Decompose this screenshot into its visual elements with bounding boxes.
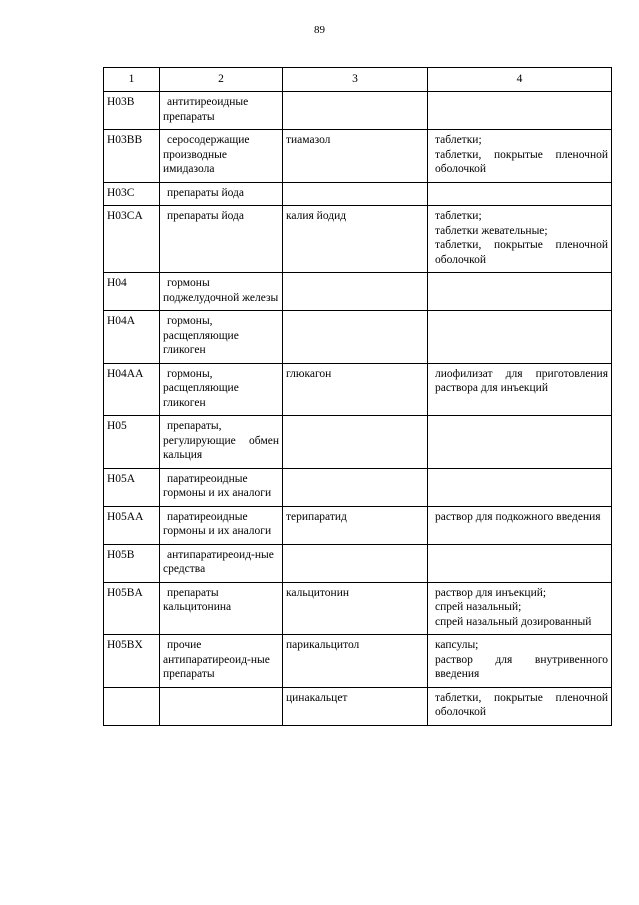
header-cell-4: 4 [428, 68, 612, 92]
dosage-form-line: таблетки жевательные; [435, 224, 548, 237]
table-row [104, 273, 612, 311]
dosage-form-line: раствор для инъекций; [435, 586, 547, 599]
table-row [104, 506, 612, 544]
substance-cell: калия йодид [283, 206, 428, 273]
dosage-form-line: таблетки, покрытые пленочной оболочкой [435, 239, 608, 266]
substance-cell: цинакальцет [283, 687, 428, 725]
dosage-form-line: спрей назальный; [435, 601, 522, 613]
substance-cell [283, 544, 428, 582]
table-row [104, 311, 612, 364]
anatomic-group-text: препараты йода [167, 186, 244, 199]
anatomic-group-cell [160, 363, 283, 416]
substance-cell [283, 311, 428, 364]
substance-cell: глюкагон [283, 363, 428, 416]
dosage-forms-cell [428, 130, 612, 183]
anatomic-group-cell [160, 506, 283, 544]
anatomic-group-cell [160, 635, 283, 688]
dosage-forms-cell [428, 544, 612, 582]
atc-code-cell: H03C [104, 182, 160, 206]
atc-code-cell: H04AA [104, 363, 160, 416]
anatomic-group-cell [160, 182, 283, 206]
table-row [104, 687, 612, 725]
substance-cell: тиамазол [283, 130, 428, 183]
header-cell-2: 2 [160, 68, 283, 92]
dosage-forms-cell [428, 182, 612, 206]
anatomic-group-text: антитиреоидные препараты [163, 96, 249, 123]
anatomic-group-cell [160, 206, 283, 273]
dosage-form-line: раствор для подкожного введения [435, 510, 601, 523]
dosage-forms-cell [428, 416, 612, 469]
substance-cell [283, 182, 428, 206]
dosage-form-line: таблетки, покрытые пленочной оболочкой [435, 691, 608, 718]
anatomic-group-text: препараты, регулирующие обмен кальция [163, 420, 279, 461]
atc-code-cell [104, 687, 160, 725]
substance-cell [283, 416, 428, 469]
dosage-forms-cell [428, 468, 612, 506]
dosage-form-line: спрей назальный дозированный [435, 615, 592, 628]
dosage-form-line: лиофилизат для приготовления раствора для инъекций [435, 367, 608, 394]
anatomic-group-text: гормоны поджелудочной железы [163, 277, 279, 304]
dosage-forms-cell [428, 311, 612, 364]
atc-code-cell: H05AA [104, 506, 160, 544]
atc-code-cell: H04 [104, 273, 160, 311]
dosage-form-line: раствор для внутривенного введения [435, 653, 608, 680]
table-row [104, 544, 612, 582]
anatomic-group-text: гормоны, расщепляющие гликоген [163, 367, 239, 409]
substance-cell: терипаратид [283, 506, 428, 544]
dosage-form-line: таблетки; [435, 134, 482, 146]
atc-code-cell: H05B [104, 544, 160, 582]
table-row [104, 468, 612, 506]
atc-code-cell: H05A [104, 468, 160, 506]
anatomic-group-text: паратиреоидные гормоны и их аналоги [163, 472, 272, 499]
anatomic-group-text: антипаратиреоид-ные средства [163, 548, 274, 575]
dosage-forms-cell [428, 273, 612, 311]
header-row [104, 68, 612, 92]
anatomic-group-text: препараты кальцитонина [163, 586, 232, 613]
table-row [104, 363, 612, 416]
page-number: 89 [314, 24, 325, 36]
anatomic-group-cell [160, 468, 283, 506]
anatomic-group-cell [160, 416, 283, 469]
anatomic-group-text: гормоны, расщепляющие гликоген [163, 315, 239, 356]
table-row [104, 635, 612, 688]
header-cell-3: 3 [283, 68, 428, 92]
substance-cell [283, 273, 428, 311]
table-row [104, 130, 612, 183]
atc-code-cell: H05 [104, 416, 160, 469]
dosage-forms-cell [428, 635, 612, 688]
atc-code-cell: H03BB [104, 130, 160, 183]
table-row [104, 206, 612, 273]
anatomic-group-text: паратиреоидные гормоны и их аналоги [163, 510, 272, 537]
dosage-forms-cell [428, 92, 612, 130]
atc-code-cell: H05BX [104, 635, 160, 688]
table-body [104, 68, 612, 726]
anatomic-group-cell [160, 544, 283, 582]
anatomic-group-cell [160, 311, 283, 364]
dosage-forms-cell [428, 206, 612, 273]
atc-code-cell: H04A [104, 311, 160, 364]
substance-cell [283, 92, 428, 130]
dosage-form-line: капсулы; [435, 639, 479, 651]
dosage-forms-cell [428, 687, 612, 725]
anatomic-group-cell [160, 687, 283, 725]
dosage-forms-cell [428, 582, 612, 635]
atc-code-cell: H03B [104, 92, 160, 130]
substance-cell: парикальцитол [283, 635, 428, 688]
dosage-forms-cell [428, 363, 612, 416]
table-row [104, 416, 612, 469]
table-row [104, 182, 612, 206]
atc-code-cell: H03CA [104, 206, 160, 273]
atc-code-cell: H05BA [104, 582, 160, 635]
anatomic-group-text: серосодержащие производные имидазола [163, 134, 250, 175]
anatomic-group-cell [160, 273, 283, 311]
anatomic-group-cell [160, 92, 283, 130]
anatomic-group-text: прочие антипаратиреоид-ные препараты [163, 639, 270, 680]
dosage-form-line: таблетки, покрытые пленочной оболочкой [435, 148, 608, 175]
dosage-form-line: таблетки; [435, 210, 482, 222]
anatomic-group-cell [160, 582, 283, 635]
header-cell-1: 1 [104, 68, 160, 92]
substance-cell [283, 468, 428, 506]
dosage-forms-cell [428, 506, 612, 544]
table-row [104, 582, 612, 635]
table-row [104, 92, 612, 130]
substance-cell: кальцитонин [283, 582, 428, 635]
anatomic-group-text: препараты йода [167, 210, 244, 222]
anatomic-group-cell [160, 130, 283, 183]
drug-table [103, 67, 612, 726]
